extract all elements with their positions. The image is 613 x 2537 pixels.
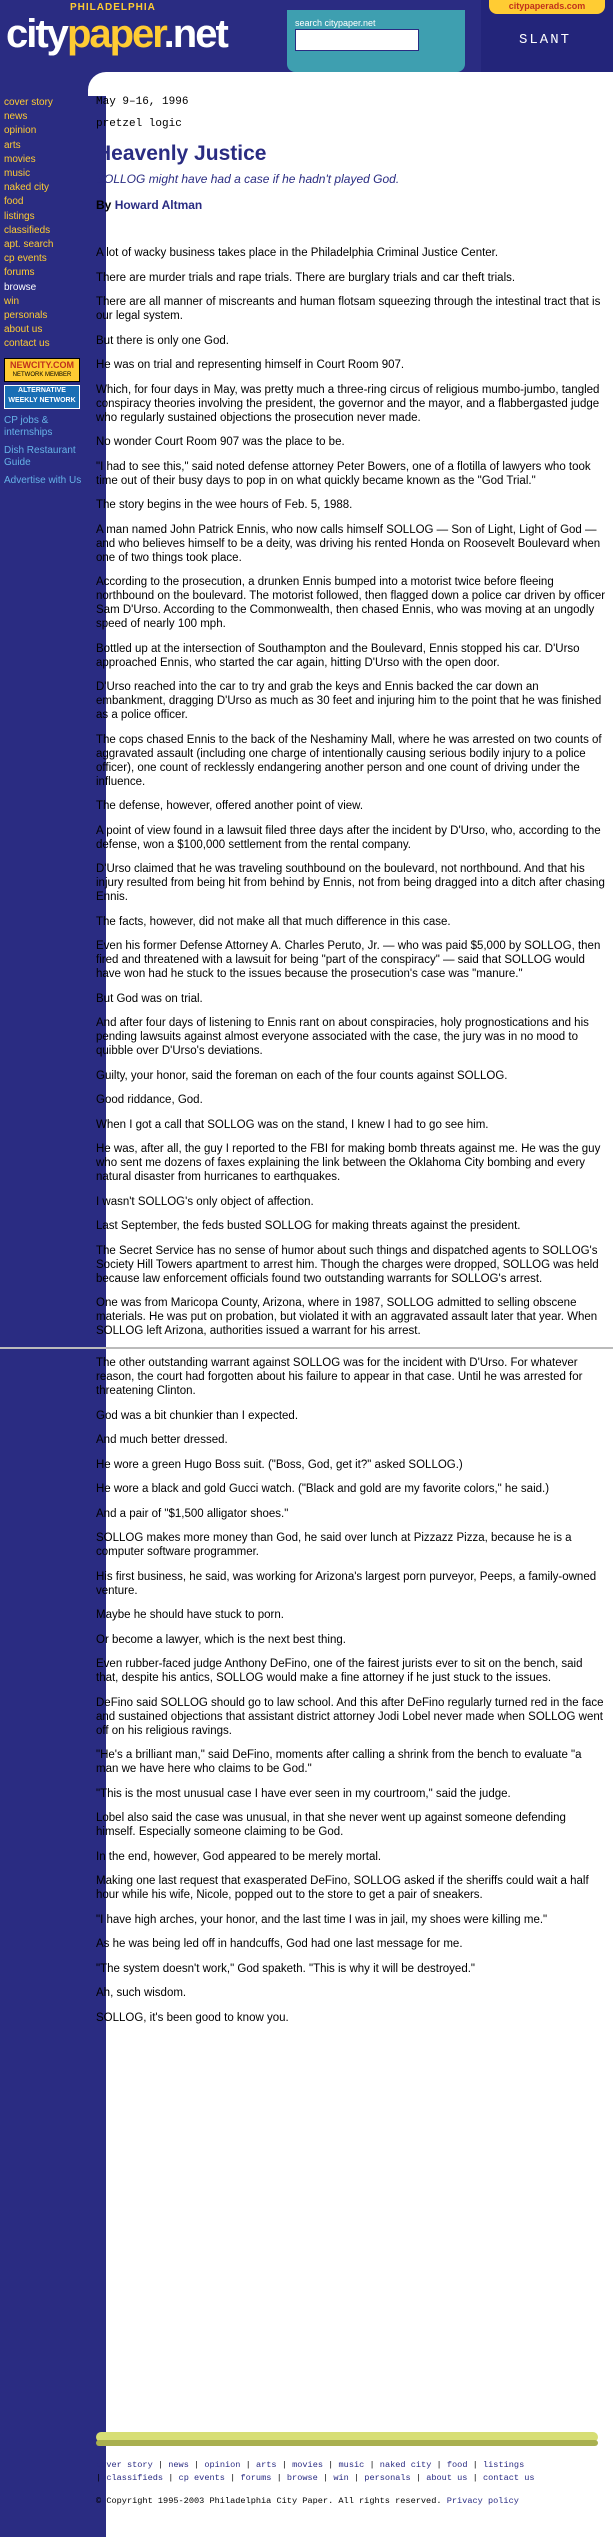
article-body bbox=[96, 246, 606, 1338]
sidebar-item-win[interactable]: win bbox=[4, 295, 20, 307]
footer-link-music[interactable]: music bbox=[338, 2460, 365, 2470]
footer-separator: | bbox=[163, 2473, 179, 2483]
author-link[interactable]: Howard Altman bbox=[114, 198, 203, 212]
article-paragraph: Ah, such wisdom. bbox=[96, 1987, 187, 1999]
article-paragraph: "He's a brilliant man," said DeFino, moments after calling a shrink from the bench to evaluate "a man we have here who claims to be God." bbox=[96, 1749, 582, 1775]
footer-separator: | bbox=[364, 2460, 380, 2470]
sidebar-item-food[interactable]: food bbox=[4, 196, 24, 208]
sidebar-item-contact-us[interactable]: contact us bbox=[4, 338, 50, 350]
site-logo[interactable] bbox=[6, 2, 227, 62]
sidebar-item-naked-city[interactable]: naked city bbox=[4, 182, 50, 194]
article-dek: SOLLOG might have had a case if he hadn't played God. bbox=[96, 172, 400, 186]
byline-prefix: By bbox=[96, 198, 112, 212]
article-paragraph: Good riddance, God. bbox=[96, 1094, 203, 1106]
footer-separator: | bbox=[410, 2473, 427, 2483]
article-paragraph: And a pair of "$1,500 alligator shoes." bbox=[96, 1507, 289, 1520]
footer-nav-line2 bbox=[96, 2472, 606, 2485]
footer-separator: | bbox=[152, 2460, 169, 2470]
footer-separator: | bbox=[323, 2460, 339, 2470]
footer-separator: | bbox=[240, 2460, 256, 2470]
article-paragraph: "I had to see this," said noted defense attorney Peter Bowers, one of a flotilla of lawyers who took time out of their busy days to pop in on what quickly became known as the "God Trial." bbox=[96, 460, 591, 487]
footer-link-personals[interactable]: personals bbox=[364, 2473, 411, 2483]
article-paragraph: D'Urso claimed that he was traveling southbound on the boulevard, not northbound. And that his injury resulted from being hit from behind by Ennis, not from being dragged into a ditch after chasing Ennis. bbox=[96, 863, 605, 903]
slant-panel bbox=[481, 0, 613, 72]
footer-separator: | bbox=[431, 2460, 447, 2470]
article-paragraph: A man named John Patrick Ennis, who now calls himself SOLLOG — Son of Light, Light of God — and who believes himself to be a deity, was driving his rented Honda on Roosevelt Boulevard when one of two things took place. bbox=[96, 523, 601, 564]
sidebar-link-cp-jobs[interactable]: CP jobs & internships bbox=[4, 414, 53, 438]
article-paragraph: No wonder Court Room 907 was the place to be. bbox=[96, 436, 345, 448]
footer-separator: | bbox=[467, 2460, 483, 2470]
footer-link-listings[interactable]: listings bbox=[482, 2460, 525, 2470]
footer-separator: | bbox=[96, 2473, 107, 2483]
sidebar-link-advertise[interactable]: Advertise with Us bbox=[4, 474, 82, 486]
sidebar-item-arts[interactable]: arts bbox=[4, 139, 21, 151]
article-paragraph: SOLLOG makes more money than God, he said over lunch at Pizzazz Pizza, because he is a computer software programmer. bbox=[96, 1532, 572, 1558]
article-paragraph: Last September, the feds busted SOLLOG for making threats against the president. bbox=[96, 1220, 521, 1232]
article-paragraph: Bottled up at the intersection of Southampton and the Boulevard, Ennis stopped his car. D'Urso approached Ennis, who started the car again, hitting D'Urso with the open door. bbox=[96, 642, 580, 669]
footer-separator: | bbox=[467, 2473, 483, 2483]
footer-link-movies[interactable]: movies bbox=[292, 2460, 324, 2470]
article-paragraph: "The system doesn't work," God spaketh. "This is why it will be destroyed." bbox=[96, 1962, 476, 1975]
sidebar-nav bbox=[4, 96, 84, 487]
footer-link-about-us[interactable]: about us bbox=[426, 2473, 468, 2483]
footer-link-news[interactable]: news bbox=[168, 2460, 189, 2470]
article-paragraph: Guilty, your honor, said the foreman on each of the four counts against SOLLOG. bbox=[96, 1069, 508, 1082]
citypaperads-link[interactable]: citypaperads.com bbox=[489, 0, 605, 14]
search-input[interactable] bbox=[295, 29, 419, 51]
footer-separator: | bbox=[348, 2473, 365, 2483]
article-body-continued bbox=[96, 1356, 606, 2025]
sidebar-item-listings[interactable]: listings bbox=[4, 210, 35, 222]
search-label: search citypaper.net bbox=[295, 18, 376, 28]
sidebar-item-news[interactable]: news bbox=[4, 111, 28, 123]
footer-link-naked-city[interactable]: naked city bbox=[379, 2460, 432, 2470]
footer-link-cp-events[interactable]: cp events bbox=[178, 2473, 225, 2483]
article-paragraph: According to the prosecution, a drunken Ennis bumped into a motorist twice before fleeing northbound on the boulevard. The motorist followed, then flagged down a police car driven by officer Sam D'Urso. According to the Commonwealth, then chased Ennis, who was moving at an ungodly speed of nearly 100 mph. bbox=[96, 576, 606, 630]
search-panel bbox=[287, 10, 465, 72]
footer-nav-line1 bbox=[96, 2459, 606, 2472]
sidebar-item-personals[interactable]: personals bbox=[4, 310, 48, 322]
article-paragraph: His first business, he said, was working for Arizona's largest porn purveyor, Peeps, a family-owned venture. bbox=[96, 1570, 597, 1597]
footer-separator: | bbox=[271, 2473, 287, 2483]
aan-badge-line2: WEEKLY NETWORK bbox=[8, 396, 76, 404]
privacy-policy-link[interactable]: Privacy policy bbox=[446, 2496, 519, 2506]
article bbox=[96, 96, 606, 2035]
logo-net-text: .net bbox=[163, 12, 227, 56]
article-paragraph: He was on trial and representing himself in Court Room 907. bbox=[96, 359, 405, 371]
aan-network-badge[interactable] bbox=[4, 385, 80, 409]
article-paragraph: When I got a call that SOLLOG was on the stand, I knew I had to go see him. bbox=[96, 1118, 489, 1131]
article-paragraph: And much better dressed. bbox=[96, 1434, 228, 1446]
article-paragraph: God was a bit chunkier than I expected. bbox=[96, 1409, 299, 1422]
article-paragraph: The other outstanding warrant against SOLLOG was for the incident with D'Urso. For whatever reason, the court had forgotten about his failure to appear in that case. Until he was arrested for threatening Clinton. bbox=[96, 1357, 583, 1397]
footer-bar-shadow bbox=[96, 2440, 598, 2446]
sidebar-item-about-us[interactable]: about us bbox=[4, 324, 43, 336]
column-name: pretzel logic bbox=[96, 118, 182, 130]
logo-philadelphia: PHILADELPHIA bbox=[70, 2, 156, 13]
article-paragraph: In the end, however, God appeared to be merely mortal. bbox=[96, 1850, 382, 1863]
newcity-badge-title: NEWCITY.COM bbox=[10, 359, 74, 370]
article-paragraph: And after four days of listening to Ennis rant on about conspiracies, holy prognostications and his pending lawsuits against almost everyone associated with the case, the jury was in no mood to quibble over D'Urso's deviations. bbox=[96, 1017, 589, 1057]
article-paragraph: As he was being led off in handcuffs, God had one last message for me. bbox=[96, 1938, 463, 1950]
newcity-network-badge[interactable] bbox=[4, 358, 80, 382]
footer-link-opinion[interactable]: opinion bbox=[204, 2460, 241, 2470]
article-paragraph: Or become a lawyer, which is the next best thing. bbox=[96, 1633, 346, 1646]
article-paragraph: Lobel also said the case was unusual, in that she never went up against someone defending himself. Especially someone claiming to be God. bbox=[96, 1812, 566, 1838]
article-paragraph: DeFino said SOLLOG should go to law school. And this after DeFino regularly turned red in the face and sustained objections that assistant district attorney Jodi Lobel never made when SOLLOG went off on his religious ravings. bbox=[96, 1696, 604, 1737]
aan-badge-line1: ALTERNATIVE bbox=[18, 386, 66, 394]
footer-nav bbox=[96, 2459, 606, 2485]
article-paragraph: There are all manner of miscreants and human flotsam squeezing through the intestinal tract that is our legal system. bbox=[96, 296, 601, 322]
article-paragraph: "I have high arches, your honor, and the last time I was in jail, my shoes were killing me." bbox=[96, 1913, 548, 1926]
issue-date: May 9–16, 1996 bbox=[96, 96, 189, 108]
footer-link-browse[interactable]: browse bbox=[286, 2473, 318, 2483]
article-paragraph: "This is the most unusual case I have ever seen in my courtroom," said the judge. bbox=[96, 1787, 511, 1800]
article-paragraph: D'Urso reached into the car to try and grab the keys and Ennis backed the car down an embankment, dragging D'Urso as much as 30 feet and injuring him to the point that he was finished as a police officer. bbox=[96, 681, 602, 721]
footer-separator: | bbox=[317, 2473, 334, 2483]
article-paragraph: There are murder trials and rape trials. There are burglary trials and car theft trials. bbox=[96, 271, 516, 284]
sidebar-item-movies[interactable]: movies bbox=[4, 153, 36, 165]
sidebar-item-cp-events[interactable]: cp events bbox=[4, 253, 47, 265]
article-paragraph: But there is only one God. bbox=[96, 334, 229, 347]
footer-link-classifieds[interactable]: classifieds bbox=[106, 2473, 164, 2483]
article-paragraph: But God was on trial. bbox=[96, 992, 203, 1005]
footer-link-arts[interactable]: arts bbox=[255, 2460, 277, 2470]
newcity-badge-subtitle: NETWORK MEMBER bbox=[12, 371, 72, 378]
copyright bbox=[96, 2496, 606, 2506]
sidebar-item-music[interactable]: music bbox=[4, 168, 31, 180]
footer-link-contact-us[interactable]: contact us bbox=[482, 2473, 535, 2483]
sidebar-item-opinion[interactable]: opinion bbox=[4, 125, 37, 137]
article-paragraph: Making one last request that exasperated DeFino, SOLLOG asked if the sheriffs could wait a half hour while his wife, Nicole, popped out to the store to get a pair of sneakers. bbox=[96, 1875, 589, 1901]
byline bbox=[96, 198, 606, 212]
article-paragraph: Even rubber-faced judge Anthony DeFino, one of the fairest jurists ever to sit on the bench, said that, despite his antics, SOLLOG would make a fine attorney if he just stuck to the issues. bbox=[96, 1658, 583, 1684]
sidebar-item-apt-search[interactable]: apt. search bbox=[4, 239, 54, 251]
article-paragraph: Which, for four days in May, was pretty much a three-ring circus of religious mumbo-jumbo, tangled conspiracy theories involving the president, the governor and the mayor, and a flabbergasted judge who regularly sustained objections the prosecution never made. bbox=[96, 383, 600, 424]
logo-wordmark bbox=[6, 10, 227, 58]
sidebar-item-browse[interactable]: browse bbox=[4, 281, 37, 293]
logo-city-text: city bbox=[6, 12, 67, 56]
sidebar-item-forums[interactable]: forums bbox=[4, 267, 35, 279]
footer-separator: | bbox=[224, 2473, 241, 2483]
article-paragraph: He wore a black and gold Gucci watch. ("Black and gold are my favorite colors," he said.) bbox=[96, 1483, 550, 1495]
article-paragraph: He wore a green Hugo Boss suit. ("Boss, God, get it?" asked SOLLOG.) bbox=[96, 1458, 463, 1471]
article-paragraph: Maybe he should have stuck to porn. bbox=[96, 1609, 284, 1621]
article-paragraph: I wasn't SOLLOG's only object of affection. bbox=[96, 1195, 314, 1208]
article-paragraph: The cops chased Ennis to the back of the Neshaminy Mall, where he was arrested on two counts of aggravated assault (including one charge of intentionally causing serious bodily injury to a police officer), one count of recklessly endangering another person and one count of driving under the influence. bbox=[96, 733, 602, 788]
article-title: Heavenly Justice bbox=[96, 142, 267, 165]
article-paragraph: The facts, however, did not make all that much difference in this case. bbox=[96, 915, 451, 928]
article-paragraph: A point of view found in a lawsuit filed three days after the incident by D'Urso, who, according to the defense, won a $100,000 settlement from the rental company. bbox=[96, 824, 601, 851]
article-paragraph: The defense, however, offered another point of view. bbox=[96, 800, 364, 812]
footer-link-cover-story[interactable]: cover story bbox=[96, 2460, 153, 2470]
footer-separator: | bbox=[188, 2460, 205, 2470]
sidebar-item-classifieds[interactable]: classifieds bbox=[4, 224, 51, 236]
article-paragraph: The story begins in the wee hours of Feb. 5, 1988. bbox=[96, 499, 353, 511]
article-paragraph: The Secret Service has no sense of humor about such things and dispatched agents to SOLLOG's Society Hill Towers apartment to arrest him. Though the charges were dropped, SOLLOG was held because law enforcement officials found two outstanding warrants for SOLLOG's arrest. bbox=[96, 1244, 599, 1285]
article-paragraph: He was, after all, the guy I reported to the FBI for making bomb threats against me. He was the guy who sent me dozens of faxes explaining the link between the Oklahoma City bombing and every natural disaster from hurricanes to earthquakes. bbox=[96, 1143, 601, 1183]
copyright-text: © Copyright 1995-2003 Philadelphia City Paper. All rights reserved. bbox=[96, 2496, 442, 2506]
site-header bbox=[0, 0, 613, 72]
footer-separator: | bbox=[276, 2460, 293, 2470]
article-paragraph: One was from Maricopa County, Arizona, where in 1987, SOLLOG admitted to selling obscene materials. He was put on probation, but violated it with an aggravated assault later that year. When SOLLOG left Arizona, authorities issued a warrant for his arrest. bbox=[96, 1297, 598, 1337]
article-paragraph: Even his former Defense Attorney A. Charles Peruto, Jr. — who was paid $5,000 by SOLLOG, then fired and threatened with a lawsuit for being "part of the conspiracy" — said that SOLLOG would have won had he stuck to the issues because the prosecution's case was "manure." bbox=[96, 940, 601, 980]
sidebar-link-dish-guide[interactable]: Dish Restaurant Guide bbox=[4, 444, 76, 468]
section-divider bbox=[0, 1347, 613, 1349]
slant-link[interactable]: SLANT bbox=[518, 32, 571, 48]
footer-link-forums[interactable]: forums bbox=[240, 2473, 272, 2483]
footer-link-food[interactable]: food bbox=[446, 2460, 468, 2470]
logo-paper-text: paper bbox=[66, 12, 164, 56]
article-paragraph: SOLLOG, it's been good to know you. bbox=[96, 2011, 289, 2024]
article-paragraph: A lot of wacky business takes place in the Philadelphia Criminal Justice Center. bbox=[96, 247, 499, 259]
sidebar-item-cover-story[interactable]: cover story bbox=[4, 97, 53, 108]
footer-link-win[interactable]: win bbox=[333, 2473, 349, 2483]
